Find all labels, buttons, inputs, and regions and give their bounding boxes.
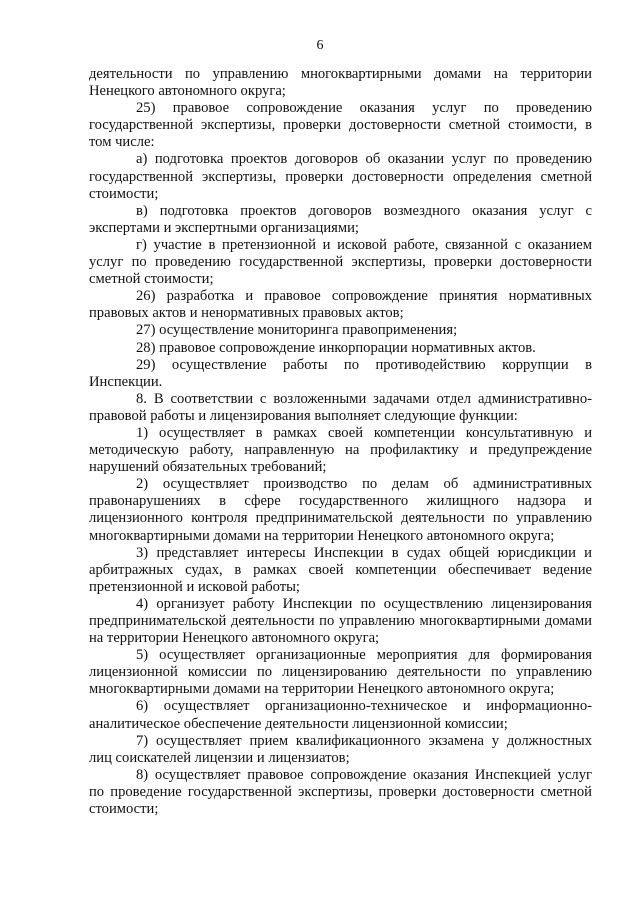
paragraph: 29) осуществление работы по противодействию коррупции в Инспекции. [89, 356, 592, 390]
document-body [89, 66, 592, 818]
paragraph: г) участие в претензионной и исковой работе, связанной с оказанием услуг по проведению государственной экспертизы, проверки достоверности сметной стоимости; [89, 236, 592, 288]
paragraph: 2) осуществляет производство по делам об административных правонарушениях в сфере государственного жилищного надзора и лицензионного контроля предпринимательской деятельности по управлению многоквартирными домами на территории Ненецкого автономного округа; [89, 476, 592, 544]
paragraph: 26) разработка и правовое сопровождение принятия нормативных правовых актов и ненормативных правовых актов; [89, 288, 592, 322]
paragraph: 1) осуществляет в рамках своей компетенции консультативную и методическую работу, направленную на профилактику и предупреждение нарушений обязательных требований; [89, 424, 592, 476]
paragraph: 27) осуществление мониторинга правоприменения; [136, 322, 458, 339]
paragraph: 5) осуществляет организационные мероприятия для формирования лицензионной комиссии по лицензированию деятельности по управлению многоквартирными домами на территории Ненецкого автономного округа; [89, 647, 592, 698]
paragraph: 6) осуществляет организационно-техническое и информационно-аналитическое обеспечение деятельности лицензионной комиссии; [89, 698, 592, 732]
paragraph: а) подготовка проектов договоров об оказании услуг по проведению государственной экспертизы, проверки достоверности определения сметной стоимости; [89, 151, 592, 202]
paragraph: 8. В соответствии с возложенными задачами отдел административно-правовой работы и лицензирования выполняет следующие функции: [89, 390, 592, 424]
paragraph: деятельности по управлению многоквартирными домами на территории Ненецкого автономного округа; [89, 66, 592, 100]
paragraph: 7) осуществляет прием квалификационного экзамена у должностных лиц соискателей лицензии и лицензиатов; [89, 732, 592, 766]
paragraph: 25) правовое сопровождение оказания услуг по проведению государственной экспертизы, проверки достоверности сметной стоимости, в том числе: [89, 100, 592, 151]
paragraph: в) подготовка проектов договоров возмездного оказания услуг с экспертами и экспертными организациями; [89, 202, 592, 236]
paragraph: 28) правовое сопровождение инкорпорации нормативных актов. [136, 339, 536, 356]
paragraph: 3) представляет интересы Инспекции в судах общей юрисдикции и арбитражных судах, в рамках своей компетенции обеспечивает ведение претензионной и исковой работы; [89, 544, 592, 595]
paragraph: 4) организует работу Инспекции по осуществлению лицензирования предпринимательской деятельности по управлению многоквартирными домами на территории Ненецкого автономного округа; [89, 595, 592, 647]
page-number: 6 [316, 38, 324, 53]
paragraph: 8) осуществляет правовое сопровождение оказания Инспекцией услуг по проведение государственной экспертизы, проверки достоверности сметной стоимости; [89, 766, 592, 818]
